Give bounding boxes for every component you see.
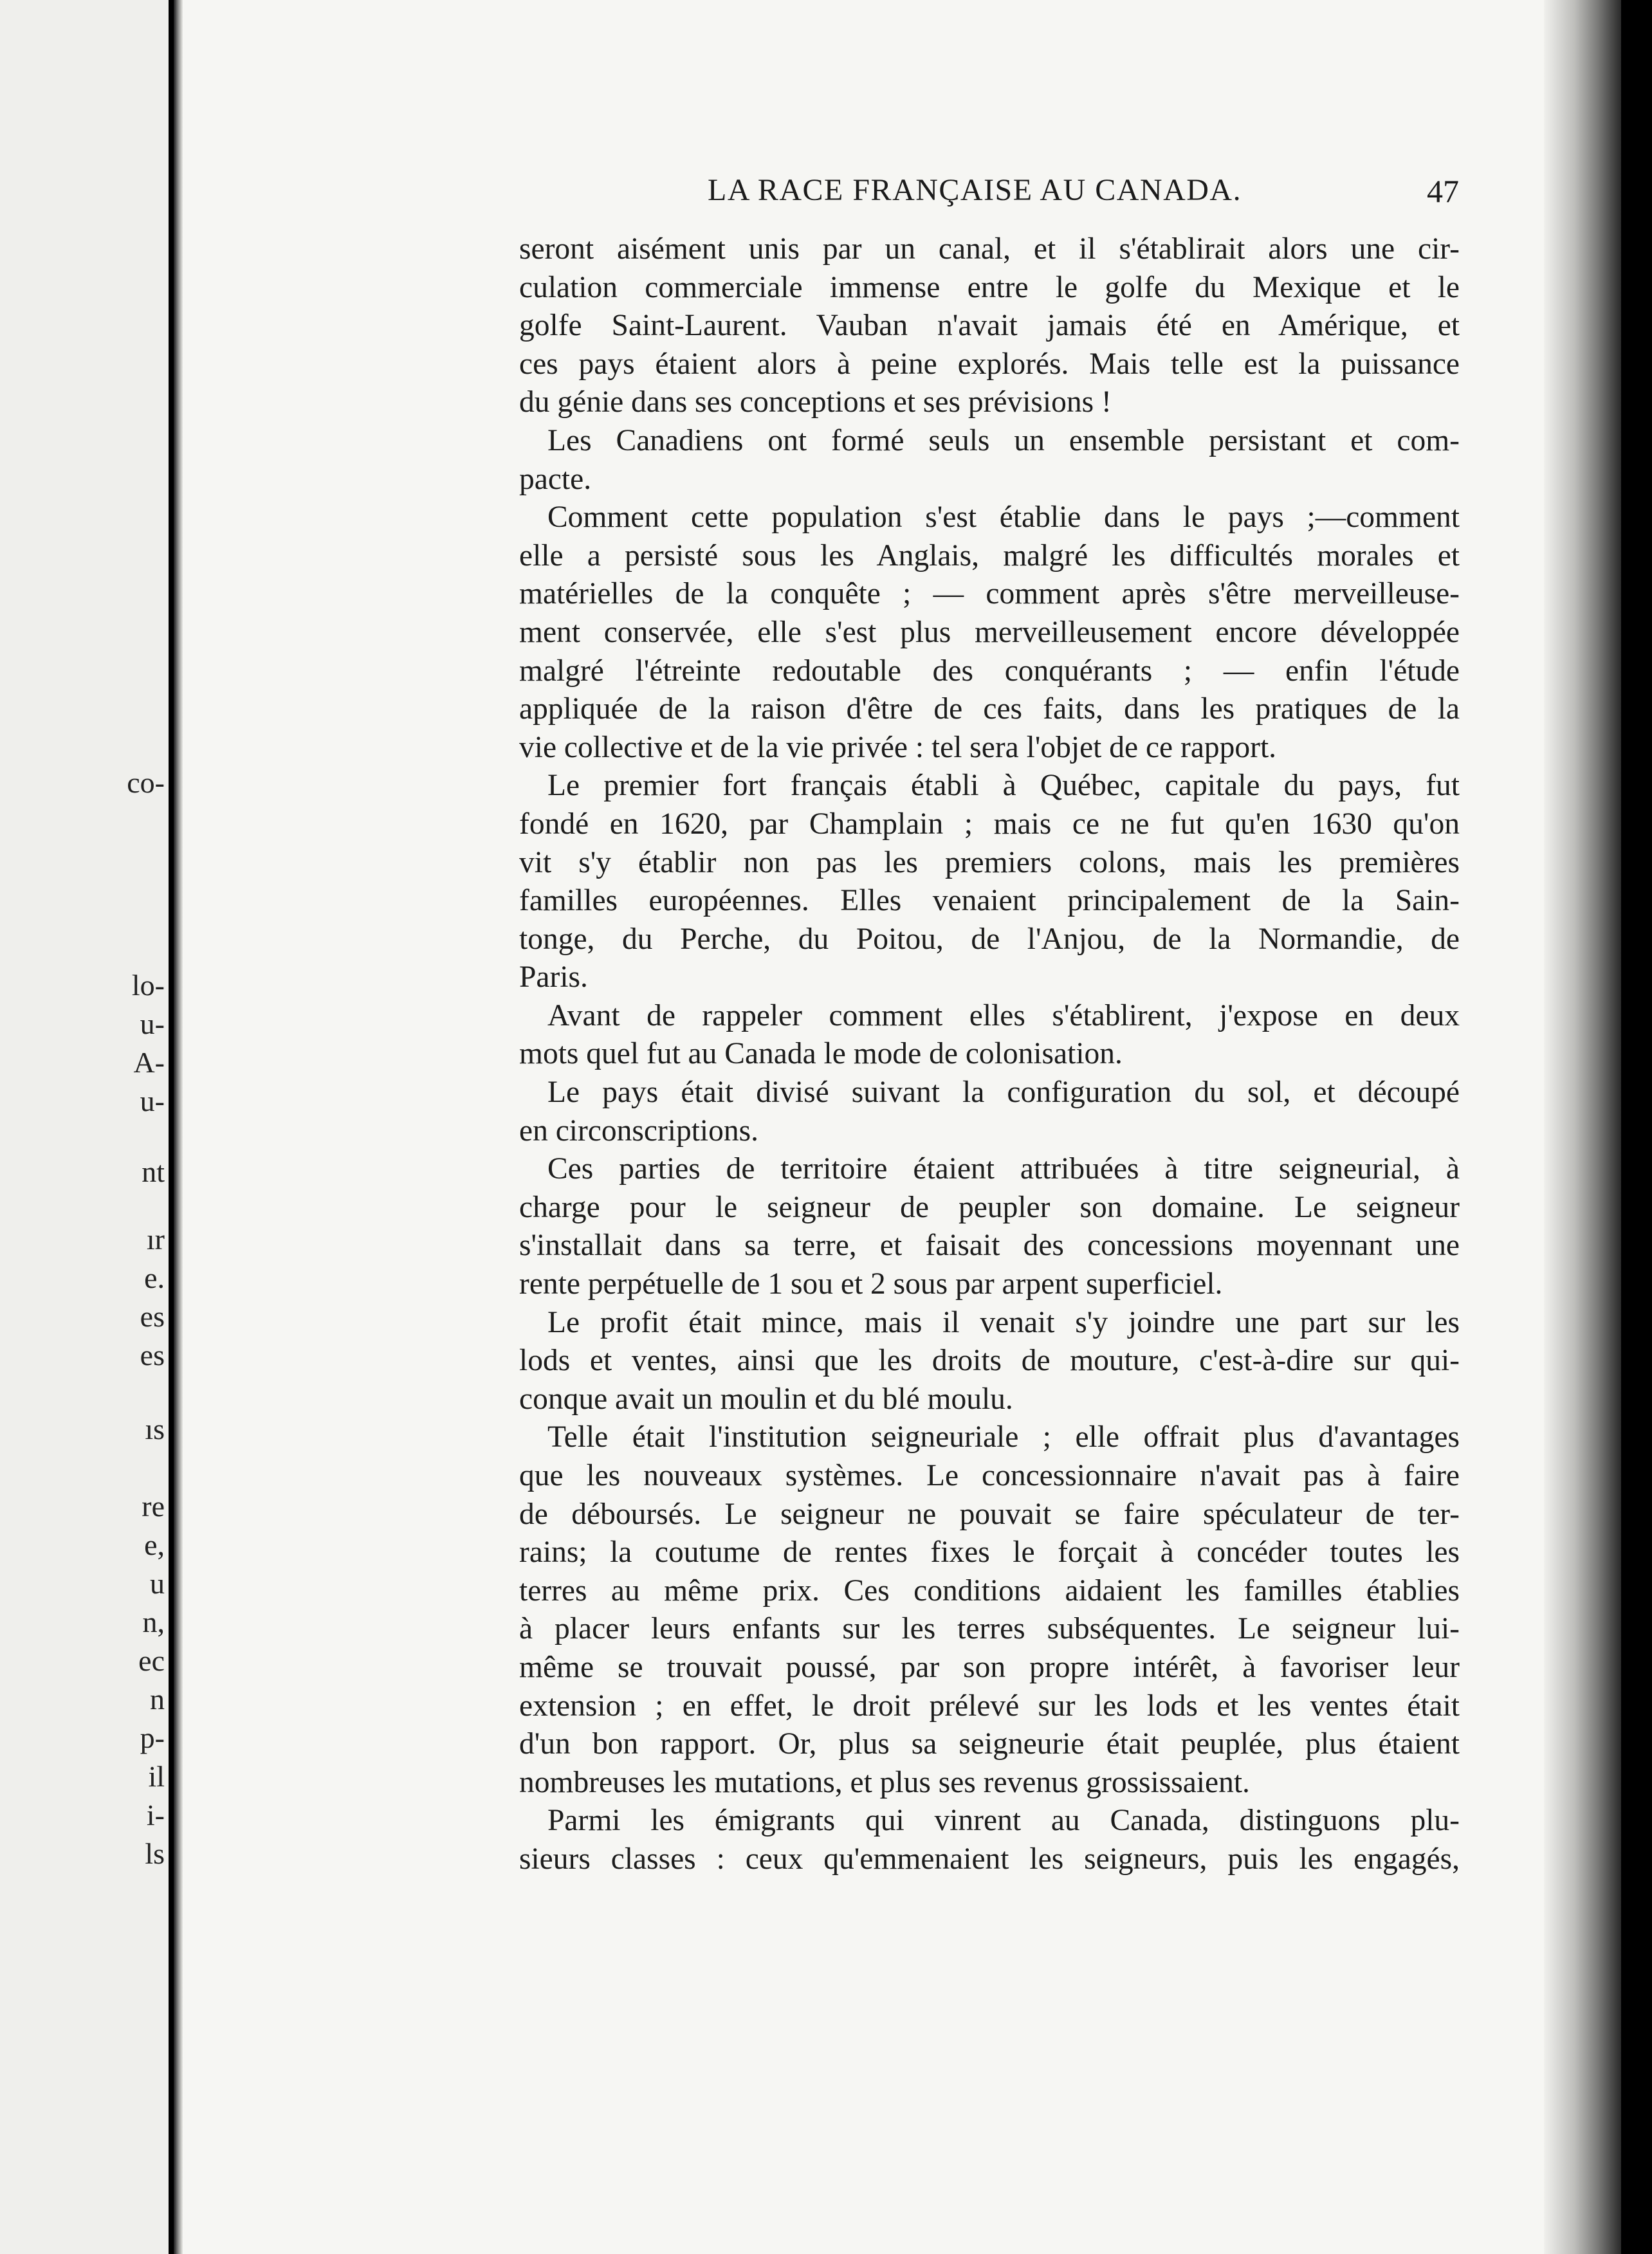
paragraph xyxy=(519,1150,1460,1303)
text-line: appliquée de la raison d'être de ces faits, dans les pratiques de la xyxy=(519,692,1460,726)
text-line: pacte. xyxy=(519,462,592,496)
text-line: rente perpétuelle de 1 sou et 2 sous par arpent superficiel. xyxy=(519,1267,1223,1301)
text-line: s'installait dans sa terre, et faisait des concessions moyennant une xyxy=(519,1229,1460,1263)
paragraph xyxy=(519,499,1460,767)
margin-fragment: lo- xyxy=(131,969,165,1002)
text-line: sieurs classes : ceux qu'emmenaient les seigneurs, puis les engagés, xyxy=(519,1842,1460,1876)
margin-fragment: il xyxy=(148,1760,165,1793)
margin-fragment: e. xyxy=(144,1261,165,1294)
text-line: lods et ventes, ainsi que les droits de mouture, c'est-à-dire sur qui- xyxy=(519,1344,1460,1378)
paragraph xyxy=(519,1304,1460,1419)
margin-fragment: n, xyxy=(142,1606,165,1638)
text-line: tonge, du Perche, du Poitou, de l'Anjou, de la Normandie, de xyxy=(519,922,1460,956)
margin-fragment: co- xyxy=(127,766,165,799)
margin-fragment: e, xyxy=(144,1528,165,1561)
text-line: à placer leurs enfants sur les terres subséquentes. Le seigneur lui- xyxy=(519,1612,1460,1646)
margin-fragment: es xyxy=(140,1339,165,1371)
text-line: malgré l'étreinte redoutable des conquérants ; — enfin l'étude xyxy=(519,654,1460,688)
text-line: conque avait un moulin et du blé moulu. xyxy=(519,1382,1013,1416)
text-line: Parmi les émigrants qui vinrent au Canada, distinguons plu- xyxy=(547,1804,1460,1838)
margin-fragment: ec xyxy=(138,1644,165,1677)
text-line: Le premier fort français établi à Québec, capitale du pays, fut xyxy=(547,769,1460,803)
margin-fragment: ır xyxy=(146,1223,165,1256)
text-line: que les nouveaux systèmes. Le concessionnaire n'avait pas à faire xyxy=(519,1459,1460,1492)
paragraph xyxy=(519,230,1460,422)
paragraph xyxy=(519,997,1460,1074)
margin-fragment: nt xyxy=(142,1155,165,1188)
paragraph xyxy=(519,1418,1460,1802)
page-number: 47 xyxy=(1427,173,1459,209)
text-line: golfe Saint-Laurent. Vauban n'avait jamais été en Amérique, et xyxy=(519,309,1460,343)
text-line: nombreuses les mutations, et plus ses revenus grossissaient. xyxy=(519,1765,1250,1799)
text-line: même se trouvait poussé, par son propre intérêt, à favoriser leur xyxy=(519,1650,1460,1684)
text-line: Les Canadiens ont formé seuls un ensemble persistant et com- xyxy=(547,423,1460,457)
page-left-edge xyxy=(174,0,183,2254)
text-line: de déboursés. Le seigneur ne pouvait se faire spéculateur de ter- xyxy=(519,1497,1460,1531)
margin-fragment: re xyxy=(142,1490,165,1523)
margin-fragment: es xyxy=(140,1300,165,1333)
margin-fragment: p- xyxy=(140,1721,165,1754)
text-line: d'un bon rapport. Or, plus sa seigneurie était peuplée, plus étaient xyxy=(519,1727,1460,1761)
adjacent-page-margin xyxy=(0,0,169,2254)
text-line: extension ; en effet, le droit prélevé sur les lods et les ventes était xyxy=(519,1689,1460,1723)
margin-fragment: u- xyxy=(140,1007,165,1040)
text-line: Comment cette population s'est établie dans le pays ;—comment xyxy=(547,500,1460,535)
paragraph xyxy=(519,422,1460,499)
text-line: en circonscriptions. xyxy=(519,1113,758,1148)
text-line: seront aisément unis par un canal, et il s'établirait alors une cir- xyxy=(519,232,1460,266)
paragraph xyxy=(519,1074,1460,1150)
running-title: LA RACE FRANÇAISE AU CANADA. xyxy=(708,173,1242,207)
text-line: Avant de rappeler comment elles s'établirent, j'expose en deux xyxy=(547,998,1460,1032)
margin-fragment: u- xyxy=(140,1085,165,1117)
margin-fragment: ls xyxy=(145,1837,165,1870)
text-line: vie collective et de la vie privée : tel sera l'objet de ce rapport. xyxy=(519,730,1277,764)
margin-fragment: ıs xyxy=(145,1413,165,1445)
text-line: ment conservée, elle s'est plus merveilleusement encore développée xyxy=(519,615,1460,649)
text-line: vit s'y établir non pas les premiers colons, mais les premières xyxy=(519,845,1460,879)
margin-fragment: u xyxy=(150,1567,165,1600)
text-line: mots quel fut au Canada le mode de colonisation. xyxy=(519,1037,1123,1071)
paragraph xyxy=(519,767,1460,997)
text-line: Le profit était mince, mais il venait s'y joindre une part sur les xyxy=(547,1305,1460,1339)
text-line: Ces parties de territoire étaient attribuées à titre seigneurial, à xyxy=(547,1152,1460,1186)
text-line: matérielles de la conquête ; — comment après s'être merveilleuse- xyxy=(519,577,1460,611)
text-line: Telle était l'institution seigneuriale ; elle offrait plus d'avantages xyxy=(547,1420,1460,1454)
text-line: rains; la coutume de rentes fixes le forçait à concéder toutes les xyxy=(519,1535,1460,1570)
text-line: ces pays étaient alors à peine explorés. Mais telle est la puissance xyxy=(519,347,1460,381)
paragraph xyxy=(519,1802,1460,1878)
text-line: familles européennes. Elles venaient principalement de la Sain- xyxy=(519,884,1460,918)
text-line: Paris. xyxy=(519,960,588,994)
page-right-edge xyxy=(1544,0,1621,2254)
text-line: terres au même prix. Ces conditions aidaient les familles établies xyxy=(519,1573,1460,1608)
body-text xyxy=(519,230,1460,1879)
margin-fragment: n xyxy=(150,1683,165,1716)
text-line: elle a persisté sous les Anglais, malgré les difficultés morales et xyxy=(519,538,1460,573)
text-line: culation commerciale immense entre le golfe du Mexique et le xyxy=(519,270,1460,304)
text-line: du génie dans ses conceptions et ses prévisions ! xyxy=(519,385,1112,419)
margin-fragment: i- xyxy=(146,1799,165,1831)
margin-fragment: A- xyxy=(133,1046,165,1079)
text-line: charge pour le seigneur de peupler son domaine. Le seigneur xyxy=(519,1190,1460,1224)
text-line: Le pays était divisé suivant la configuration du sol, et découpé xyxy=(547,1076,1460,1110)
text-line: fondé en 1620, par Champlain ; mais ce ne fut qu'en 1630 qu'on xyxy=(519,807,1460,841)
book-page xyxy=(174,0,1592,2254)
